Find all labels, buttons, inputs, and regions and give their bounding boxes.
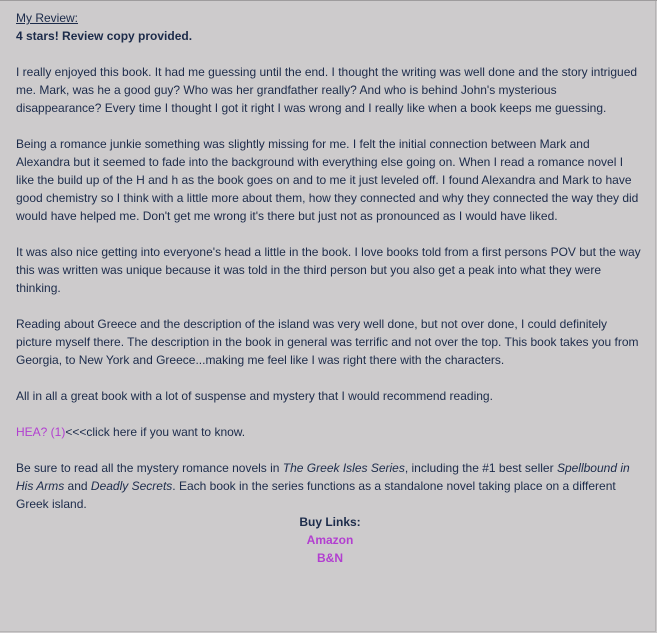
review-content (16, 9, 644, 567)
series-text-3: and (64, 479, 91, 493)
amazon-link[interactable]: Amazon (306, 533, 354, 547)
series-paragraph (16, 459, 644, 513)
review-paragraph-2: Being a romance junkie something was slightly missing for me. I felt the initial connection between Mark and Alexandra but it seemed to fade into the background with everything else going on. When I read a romance novel I like the build up of the H and h as the book goes on and to me it just leveled off. I found Alexandra and Mark to have good chemistry so I think with a little more about them, how they connected and why they connected the way they did would have helped me. Don't get me wrong it's there but just not as pronounced as I would have liked. (16, 137, 639, 223)
series-title: The Greek Isles Series (282, 461, 405, 475)
book-title-2: Deadly Secrets (90, 479, 173, 493)
review-paragraph-4: Reading about Greece and the description of the island was very well done, but not over done, I could definitely picture myself there. The description in the book in general was terrific and not over the top. This book takes you from Georgia, to New York and Greece...making me feel like I was right there with the characters. (16, 317, 639, 367)
series-text-1: Be sure to read all the mystery romance novels in (16, 461, 283, 475)
hea-hint: <<<click here if you want to know. (65, 425, 246, 439)
buy-links-label: Buy Links: (299, 515, 361, 529)
rating-line: 4 stars! Review copy provided. (16, 29, 193, 43)
review-paragraph-3: It was also nice getting into everyone's head a little in the book. I love books told from a first persons POV but the way this was written was unique because it was told in the third person but you also get a peak into what they were thinking. (16, 245, 641, 295)
series-text-4: . Each book in the series functions as a standalone novel taking place on a different Greek island. (16, 479, 616, 511)
book-title-1: Spellbound in His Arms (16, 461, 630, 493)
bn-link[interactable]: B&N (317, 551, 343, 565)
review-paragraph-5: All in all a great book with a lot of suspense and mystery that I would recommend reading. (16, 389, 493, 403)
review-heading: My Review: (16, 11, 79, 25)
hea-line (16, 423, 644, 441)
hea-link[interactable]: HEA? (1) (16, 425, 66, 439)
series-text-2: , including the #1 best seller (404, 461, 557, 475)
buy-links (16, 513, 644, 567)
top-divider (0, 0, 657, 1)
review-paragraph-1: I really enjoyed this book. It had me guessing until the end. I thought the writing was well done and the story intrigued me. Mark, was he a good guy? Who was her grandfather really? And who is behind John's mysterious disappearance? Every time I thought I got it right I was wrong and I really like when a book keeps me guessing. (16, 65, 638, 115)
